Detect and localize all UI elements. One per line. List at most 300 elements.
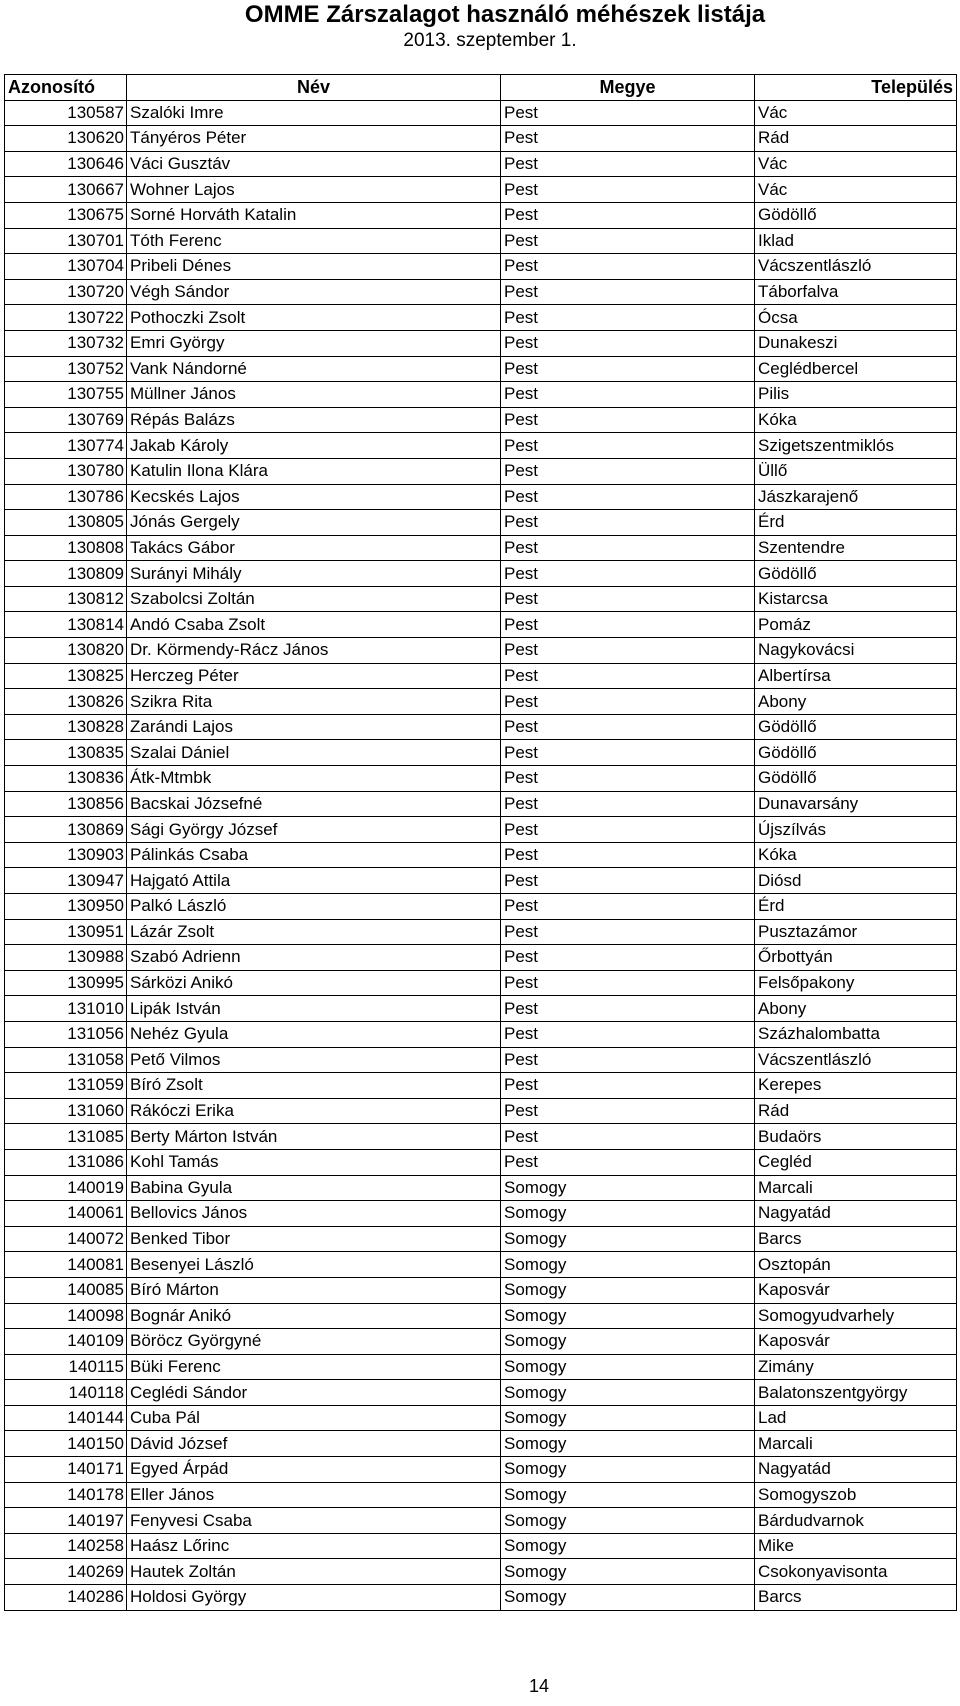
cell-county: Somogy [501, 1431, 755, 1457]
cell-id: 130701 [5, 228, 127, 254]
cell-name: Bognár Anikó [127, 1303, 501, 1329]
cell-town: Bárdudvarnok [755, 1508, 957, 1534]
cell-town: Szentendre [755, 535, 957, 561]
cell-id: 130825 [5, 663, 127, 689]
table-row [5, 382, 957, 408]
cell-county: Pest [501, 177, 755, 203]
cell-name: Dávid József [127, 1431, 501, 1457]
cell-county: Somogy [501, 1508, 755, 1534]
cell-county: Pest [501, 356, 755, 382]
cell-town: Kaposvár [755, 1277, 957, 1303]
cell-id: 130835 [5, 740, 127, 766]
cell-id: 130732 [5, 330, 127, 356]
table-row [5, 356, 957, 382]
cell-name: Sági György József [127, 817, 501, 843]
cell-town: Csokonyavisonta [755, 1559, 957, 1585]
cell-id: 140109 [5, 1329, 127, 1355]
table-row [5, 1124, 957, 1150]
cell-county: Pest [501, 433, 755, 459]
cell-id: 130780 [5, 458, 127, 484]
cell-id: 140269 [5, 1559, 127, 1585]
table-row [5, 126, 957, 152]
cell-town: Dunavarsány [755, 791, 957, 817]
cell-town: Barcs [755, 1226, 957, 1252]
cell-name: Palkó László [127, 894, 501, 920]
cell-name: Holdosi György [127, 1585, 501, 1611]
table-row [5, 1021, 957, 1047]
cell-name: Jónás Gergely [127, 510, 501, 536]
cell-county: Pest [501, 663, 755, 689]
column-header-id: Azonosító [5, 75, 127, 101]
cell-town: Mike [755, 1533, 957, 1559]
cell-county: Somogy [501, 1226, 755, 1252]
cell-name: Nehéz Gyula [127, 1021, 501, 1047]
cell-name: Szalai Dániel [127, 740, 501, 766]
table-row [5, 561, 957, 587]
cell-county: Pest [501, 126, 755, 152]
cell-name: Sárközi Anikó [127, 970, 501, 996]
cell-town: Vác [755, 177, 957, 203]
table-row [5, 1559, 957, 1585]
cell-name: Haász Lőrinc [127, 1533, 501, 1559]
table-row [5, 970, 957, 996]
cell-county: Pest [501, 510, 755, 536]
table-header-row [5, 75, 957, 101]
cell-county: Pest [501, 970, 755, 996]
cell-town: Felsőpakony [755, 970, 957, 996]
cell-county: Pest [501, 586, 755, 612]
cell-id: 130809 [5, 561, 127, 587]
cell-id: 131056 [5, 1021, 127, 1047]
cell-town: Vácszentlászló [755, 1047, 957, 1073]
cell-county: Pest [501, 1124, 755, 1150]
cell-name: Pothoczki Zsolt [127, 305, 501, 331]
cell-name: Surányi Mihály [127, 561, 501, 587]
cell-town: Zimány [755, 1354, 957, 1380]
cell-county: Somogy [501, 1175, 755, 1201]
cell-id: 130808 [5, 535, 127, 561]
cell-town: Ócsa [755, 305, 957, 331]
cell-name: Benked Tibor [127, 1226, 501, 1252]
document-title: OMME Zárszalagot használó méhészek listája [244, 1, 766, 28]
cell-town: Rád [755, 1098, 957, 1124]
cell-county: Pest [501, 458, 755, 484]
cell-name: Vank Nándorné [127, 356, 501, 382]
cell-name: Eller János [127, 1482, 501, 1508]
cell-name: Babina Gyula [127, 1175, 501, 1201]
cell-name: Szabolcsi Zoltán [127, 586, 501, 612]
cell-name: Besenyei László [127, 1252, 501, 1278]
cell-id: 130675 [5, 202, 127, 228]
cell-town: Szigetszentmiklós [755, 433, 957, 459]
cell-town: Osztopán [755, 1252, 957, 1278]
cell-id: 130646 [5, 151, 127, 177]
cell-name: Kecskés Lajos [127, 484, 501, 510]
table-row [5, 791, 957, 817]
cell-town: Kerepes [755, 1073, 957, 1099]
cell-county: Pest [501, 996, 755, 1022]
cell-town: Jászkarajenő [755, 484, 957, 510]
cell-id: 130995 [5, 970, 127, 996]
cell-id: 130856 [5, 791, 127, 817]
table-row [5, 612, 957, 638]
cell-id: 130774 [5, 433, 127, 459]
cell-name: Wohner Lajos [127, 177, 501, 203]
cell-name: Szikra Rita [127, 689, 501, 715]
cell-name: Bíró Zsolt [127, 1073, 501, 1099]
cell-name: Andó Csaba Zsolt [127, 612, 501, 638]
cell-id: 130667 [5, 177, 127, 203]
cell-id: 130620 [5, 126, 127, 152]
cell-county: Somogy [501, 1585, 755, 1611]
table-row [5, 1047, 957, 1073]
table-row [5, 766, 957, 792]
cell-county: Pest [501, 202, 755, 228]
cell-town: Budaörs [755, 1124, 957, 1150]
cell-county: Pest [501, 791, 755, 817]
cell-name: Sorné Horváth Katalin [127, 202, 501, 228]
cell-town: Gödöllő [755, 766, 957, 792]
table-row [5, 586, 957, 612]
column-header-county: Megye [501, 75, 755, 101]
cell-county: Pest [501, 919, 755, 945]
cell-id: 131059 [5, 1073, 127, 1099]
cell-town: Balatonszentgyörgy [755, 1380, 957, 1406]
cell-town: Gödöllő [755, 202, 957, 228]
cell-county: Pest [501, 817, 755, 843]
cell-county: Somogy [501, 1405, 755, 1431]
table-row [5, 842, 957, 868]
cell-town: Gödöllő [755, 714, 957, 740]
table-row [5, 638, 957, 664]
cell-town: Somogyszob [755, 1482, 957, 1508]
cell-name: Jakab Károly [127, 433, 501, 459]
cell-id: 131085 [5, 1124, 127, 1150]
cell-name: Zarándi Lajos [127, 714, 501, 740]
cell-town: Barcs [755, 1585, 957, 1611]
table-row [5, 484, 957, 510]
cell-county: Somogy [501, 1533, 755, 1559]
cell-id: 131060 [5, 1098, 127, 1124]
cell-town: Somogyudvarhely [755, 1303, 957, 1329]
table-row [5, 1149, 957, 1175]
cell-town: Újszílvás [755, 817, 957, 843]
cell-town: Nagyatád [755, 1457, 957, 1483]
table-row [5, 433, 957, 459]
cell-id: 140258 [5, 1533, 127, 1559]
cell-name: Böröcz Györgyné [127, 1329, 501, 1355]
table-row [5, 330, 957, 356]
cell-town: Ceglédbercel [755, 356, 957, 382]
cell-id: 140171 [5, 1457, 127, 1483]
cell-id: 130587 [5, 100, 127, 126]
cell-id: 131010 [5, 996, 127, 1022]
table-row [5, 1380, 957, 1406]
cell-name: Cuba Pál [127, 1405, 501, 1431]
cell-county: Somogy [501, 1277, 755, 1303]
cell-county: Somogy [501, 1380, 755, 1406]
cell-name: Szalóki Imre [127, 100, 501, 126]
cell-id: 130704 [5, 254, 127, 280]
cell-id: 131086 [5, 1149, 127, 1175]
table-row [5, 1482, 957, 1508]
cell-name: Emri György [127, 330, 501, 356]
cell-id: 140150 [5, 1431, 127, 1457]
cell-name: Pálinkás Csaba [127, 842, 501, 868]
table-row [5, 1329, 957, 1355]
cell-name: Tóth Ferenc [127, 228, 501, 254]
table-row [5, 1405, 957, 1431]
cell-id: 130769 [5, 407, 127, 433]
cell-town: Abony [755, 996, 957, 1022]
cell-name: Fenyvesi Csaba [127, 1508, 501, 1534]
cell-county: Pest [501, 305, 755, 331]
cell-county: Pest [501, 842, 755, 868]
cell-id: 140098 [5, 1303, 127, 1329]
cell-county: Pest [501, 100, 755, 126]
cell-county: Somogy [501, 1482, 755, 1508]
cell-id: 130950 [5, 894, 127, 920]
cell-id: 130786 [5, 484, 127, 510]
cell-county: Pest [501, 714, 755, 740]
cell-county: Pest [501, 254, 755, 280]
cell-county: Pest [501, 740, 755, 766]
cell-id: 140072 [5, 1226, 127, 1252]
cell-id: 140178 [5, 1482, 127, 1508]
page-number: 14 [528, 1676, 550, 1696]
cell-town: Érd [755, 894, 957, 920]
cell-name: Berty Márton István [127, 1124, 501, 1150]
cell-town: Őrbottyán [755, 945, 957, 971]
cell-name: Takács Gábor [127, 535, 501, 561]
cell-name: Végh Sándor [127, 279, 501, 305]
cell-town: Kóka [755, 842, 957, 868]
cell-id: 140197 [5, 1508, 127, 1534]
cell-name: Átk-Mtmbk [127, 766, 501, 792]
table-row [5, 1175, 957, 1201]
cell-town: Marcali [755, 1175, 957, 1201]
cell-id: 140085 [5, 1277, 127, 1303]
cell-id: 130988 [5, 945, 127, 971]
cell-town: Diósd [755, 868, 957, 894]
cell-name: Lázár Zsolt [127, 919, 501, 945]
cell-name: Müllner János [127, 382, 501, 408]
cell-id: 130903 [5, 842, 127, 868]
cell-name: Büki Ferenc [127, 1354, 501, 1380]
table-row [5, 535, 957, 561]
cell-name: Tányéros Péter [127, 126, 501, 152]
cell-id: 130805 [5, 510, 127, 536]
table-row [5, 458, 957, 484]
cell-town: Iklad [755, 228, 957, 254]
table-row [5, 740, 957, 766]
cell-name: Váci Gusztáv [127, 151, 501, 177]
table-row [5, 100, 957, 126]
cell-id: 130755 [5, 382, 127, 408]
table-row [5, 894, 957, 920]
cell-name: Hautek Zoltán [127, 1559, 501, 1585]
table-row [5, 868, 957, 894]
cell-town: Abony [755, 689, 957, 715]
cell-id: 130812 [5, 586, 127, 612]
cell-county: Somogy [501, 1201, 755, 1227]
table-row [5, 1226, 957, 1252]
cell-county: Pest [501, 330, 755, 356]
cell-county: Pest [501, 484, 755, 510]
document-date: 2013. szeptember 1. [403, 30, 577, 51]
cell-county: Somogy [501, 1303, 755, 1329]
cell-county: Pest [501, 1073, 755, 1099]
column-header-name: Név [127, 75, 501, 101]
cell-county: Pest [501, 228, 755, 254]
cell-id: 140118 [5, 1380, 127, 1406]
cell-id: 140115 [5, 1354, 127, 1380]
table-row [5, 996, 957, 1022]
cell-town: Dunakeszi [755, 330, 957, 356]
cell-county: Pest [501, 151, 755, 177]
column-header-town: Település [755, 75, 957, 101]
cell-name: Katulin Ilona Klára [127, 458, 501, 484]
cell-town: Táborfalva [755, 279, 957, 305]
cell-name: Bellovics János [127, 1201, 501, 1227]
cell-town: Vác [755, 100, 957, 126]
table-row [5, 1457, 957, 1483]
cell-name: Rákóczi Erika [127, 1098, 501, 1124]
table-row [5, 254, 957, 280]
cell-county: Pest [501, 1021, 755, 1047]
table-row [5, 279, 957, 305]
cell-town: Marcali [755, 1431, 957, 1457]
cell-county: Pest [501, 407, 755, 433]
cell-county: Pest [501, 894, 755, 920]
table-row [5, 1252, 957, 1278]
table-row [5, 945, 957, 971]
table-row [5, 1431, 957, 1457]
table-row [5, 1073, 957, 1099]
cell-town: Érd [755, 510, 957, 536]
cell-town: Gödöllő [755, 561, 957, 587]
cell-town: Nagykovácsi [755, 638, 957, 664]
cell-county: Pest [501, 535, 755, 561]
table-row [5, 663, 957, 689]
table-row [5, 1354, 957, 1380]
cell-county: Somogy [501, 1457, 755, 1483]
cell-town: Lad [755, 1405, 957, 1431]
cell-name: Egyed Árpád [127, 1457, 501, 1483]
cell-county: Pest [501, 868, 755, 894]
cell-county: Somogy [501, 1354, 755, 1380]
cell-id: 140144 [5, 1405, 127, 1431]
cell-id: 130828 [5, 714, 127, 740]
cell-county: Pest [501, 382, 755, 408]
cell-county: Somogy [501, 1252, 755, 1278]
cell-id: 130720 [5, 279, 127, 305]
cell-id: 130869 [5, 817, 127, 843]
cell-county: Pest [501, 1098, 755, 1124]
table-row [5, 177, 957, 203]
table-row [5, 1585, 957, 1611]
table-row [5, 1303, 957, 1329]
cell-id: 130951 [5, 919, 127, 945]
cell-id: 130752 [5, 356, 127, 382]
cell-id: 131058 [5, 1047, 127, 1073]
cell-town: Kaposvár [755, 1329, 957, 1355]
cell-county: Somogy [501, 1329, 755, 1355]
table-row [5, 714, 957, 740]
cell-county: Pest [501, 1047, 755, 1073]
table-row [5, 919, 957, 945]
table-row [5, 202, 957, 228]
cell-name: Répás Balázs [127, 407, 501, 433]
table-row [5, 1508, 957, 1534]
cell-county: Pest [501, 689, 755, 715]
table-body [5, 100, 957, 1610]
cell-town: Gödöllő [755, 740, 957, 766]
cell-town: Százhalombatta [755, 1021, 957, 1047]
cell-town: Pomáz [755, 612, 957, 638]
cell-town: Üllő [755, 458, 957, 484]
table-row [5, 689, 957, 715]
cell-id: 130722 [5, 305, 127, 331]
cell-id: 130836 [5, 766, 127, 792]
cell-town: Kistarcsa [755, 586, 957, 612]
table-row [5, 510, 957, 536]
table-row [5, 151, 957, 177]
cell-town: Nagyatád [755, 1201, 957, 1227]
table-row [5, 1201, 957, 1227]
cell-town: Vác [755, 151, 957, 177]
cell-name: Pribeli Dénes [127, 254, 501, 280]
cell-town: Albertírsa [755, 663, 957, 689]
cell-town: Pilis [755, 382, 957, 408]
cell-county: Pest [501, 1149, 755, 1175]
cell-id: 140061 [5, 1201, 127, 1227]
cell-id: 130814 [5, 612, 127, 638]
cell-id: 140081 [5, 1252, 127, 1278]
table-row [5, 1533, 957, 1559]
cell-id: 140019 [5, 1175, 127, 1201]
cell-name: Ceglédi Sándor [127, 1380, 501, 1406]
table-row [5, 1098, 957, 1124]
cell-name: Bíró Márton [127, 1277, 501, 1303]
cell-id: 130826 [5, 689, 127, 715]
table-row [5, 1277, 957, 1303]
table-row [5, 407, 957, 433]
cell-name: Hajgató Attila [127, 868, 501, 894]
cell-town: Rád [755, 126, 957, 152]
cell-town: Pusztazámor [755, 919, 957, 945]
cell-county: Pest [501, 612, 755, 638]
cell-name: Herczeg Péter [127, 663, 501, 689]
cell-county: Pest [501, 561, 755, 587]
cell-id: 130820 [5, 638, 127, 664]
cell-name: Bacskai Józsefné [127, 791, 501, 817]
table-row [5, 228, 957, 254]
table-row [5, 817, 957, 843]
cell-name: Dr. Körmendy-Rácz János [127, 638, 501, 664]
cell-county: Pest [501, 945, 755, 971]
cell-county: Pest [501, 638, 755, 664]
cell-town: Vácszentlászló [755, 254, 957, 280]
cell-name: Kohl Tamás [127, 1149, 501, 1175]
beekeeper-table [4, 74, 957, 1611]
cell-town: Kóka [755, 407, 957, 433]
cell-id: 140286 [5, 1585, 127, 1611]
cell-name: Lipák István [127, 996, 501, 1022]
cell-county: Somogy [501, 1559, 755, 1585]
cell-county: Pest [501, 766, 755, 792]
cell-id: 130947 [5, 868, 127, 894]
